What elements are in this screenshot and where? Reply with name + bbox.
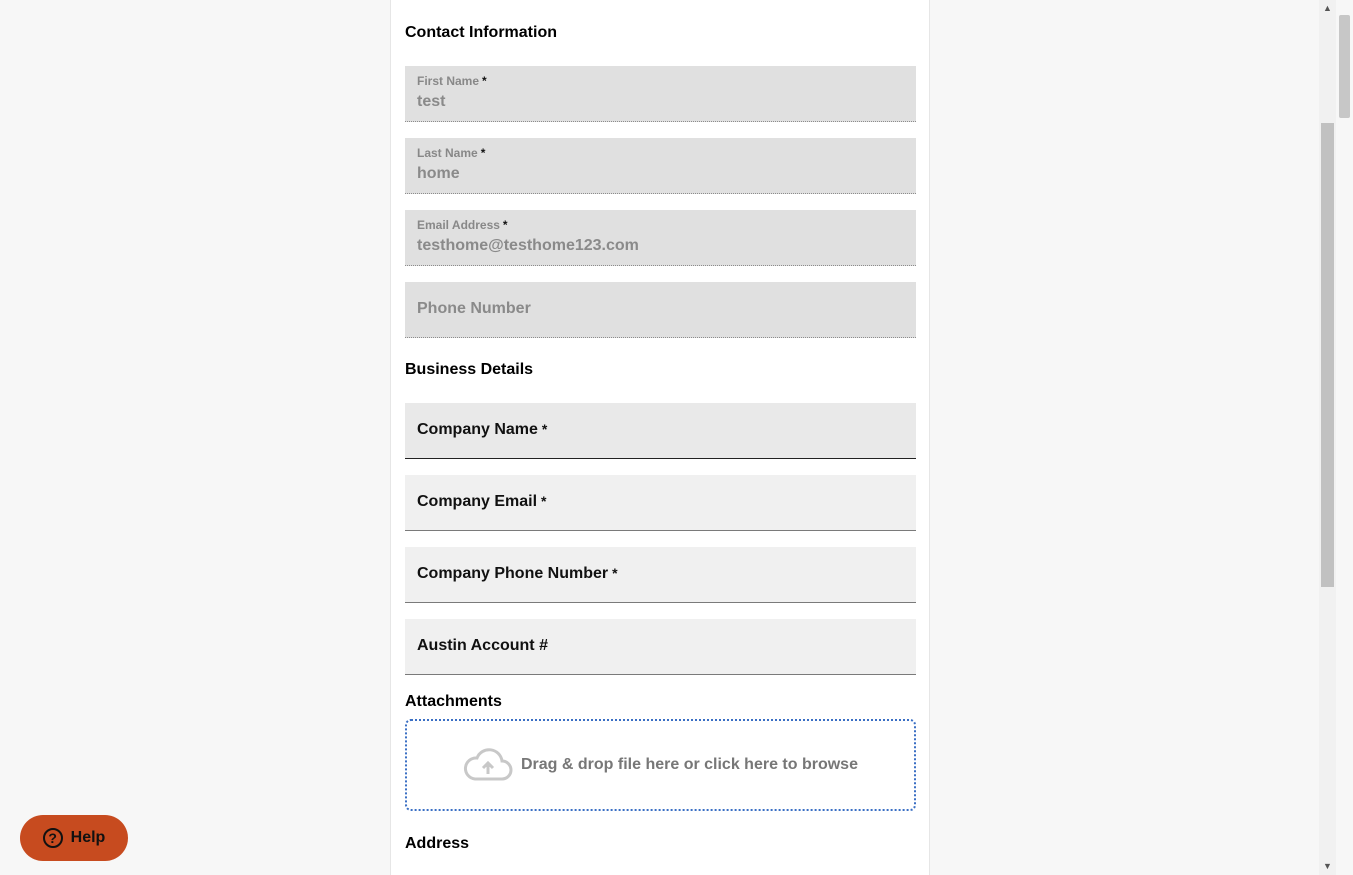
austin-account-label: Austin Account # (417, 637, 548, 654)
required-marker: * (502, 218, 508, 232)
last-name-value: home (417, 165, 460, 182)
email-field (405, 210, 916, 266)
page-scrollbar[interactable] (1319, 0, 1336, 875)
first-name-field (405, 66, 916, 122)
help-button[interactable] (20, 815, 128, 861)
outer-scrollbar[interactable] (1336, 0, 1353, 875)
company-phone-input[interactable] (405, 547, 916, 603)
austin-account-input[interactable] (405, 619, 916, 675)
form-panel (390, 0, 930, 875)
company-email-label: Company Email (417, 493, 538, 510)
business-section-title: Business Details (405, 361, 534, 378)
file-dropzone[interactable] (405, 719, 916, 811)
phone-field (405, 282, 916, 338)
first-name-label: First Name (417, 74, 480, 88)
required-marker: * (541, 493, 547, 509)
scroll-down-icon[interactable]: ▼ (1323, 861, 1332, 871)
dropzone-text: Drag & drop file here or click here to browse (521, 756, 858, 773)
company-name-label: Company Name (417, 421, 538, 438)
contact-section-title: Contact Information (405, 24, 557, 41)
required-marker: * (541, 421, 548, 437)
attachments-section-title: Attachments (405, 693, 502, 710)
outer-scrollbar-thumb[interactable] (1339, 15, 1350, 118)
first-name-value: test (417, 93, 446, 110)
address-section-title: Address (405, 835, 470, 852)
help-label: Help (70, 829, 106, 846)
phone-placeholder: Phone Number (417, 300, 531, 317)
cloud-upload-icon (463, 747, 513, 783)
company-name-input[interactable] (405, 403, 916, 459)
question-circle-icon: ? (43, 828, 63, 848)
required-marker: * (480, 146, 486, 160)
email-label: Email Address (417, 218, 500, 232)
last-name-field (405, 138, 916, 194)
company-email-input[interactable] (405, 475, 916, 531)
scroll-up-icon[interactable]: ▲ (1323, 3, 1332, 13)
company-phone-label: Company Phone Number (417, 565, 609, 582)
last-name-label: Last Name (417, 146, 478, 160)
email-value: testhome@testhome123.com (417, 237, 639, 254)
scrollbar-thumb[interactable] (1321, 123, 1334, 587)
required-marker: * (612, 565, 618, 581)
required-marker: * (482, 74, 487, 88)
